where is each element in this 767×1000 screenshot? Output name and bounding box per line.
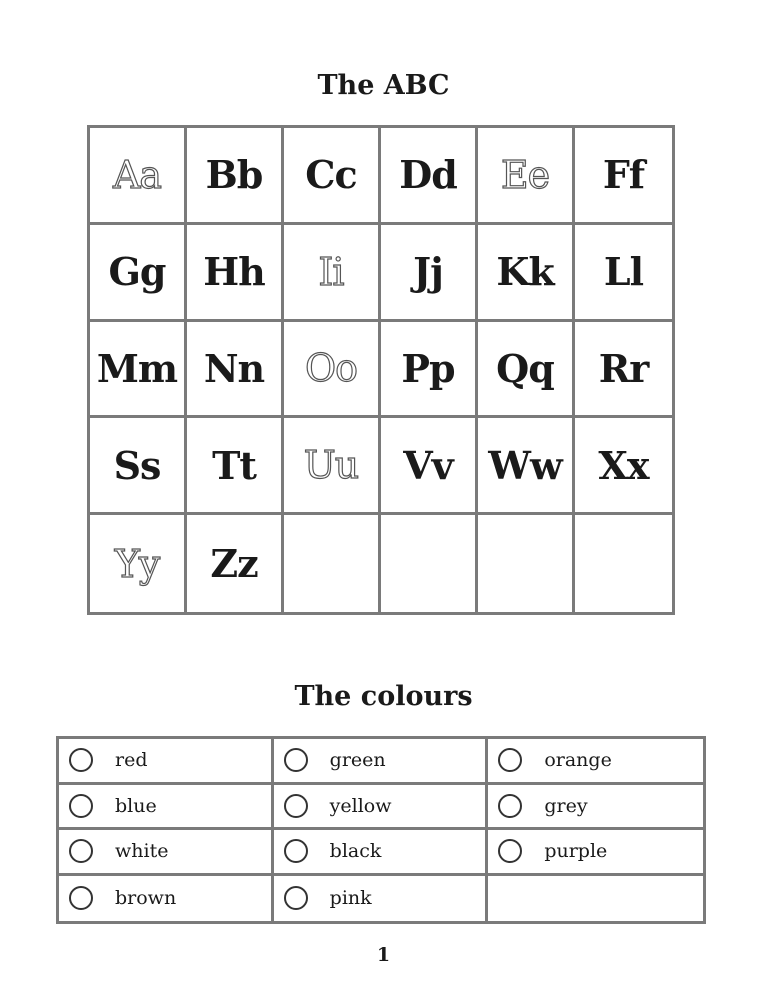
radio-circle-icon[interactable] [284, 886, 308, 910]
letter-cell: Mm [90, 322, 187, 419]
letter-cell: Ss [90, 418, 187, 515]
letter-cell: Yy [90, 515, 187, 612]
letter-cell: Kk [478, 225, 575, 322]
empty-colour-cell [488, 876, 703, 922]
letter-cell: Uu [284, 418, 381, 515]
letter-cell: Dd [381, 128, 478, 225]
empty-letter-cell [478, 515, 575, 612]
colour-label: yellow [329, 794, 392, 817]
colour-label: white [115, 840, 169, 863]
abc-section-title: The ABC [317, 70, 450, 101]
colour-option[interactable] [488, 785, 703, 831]
letter-cell: Cc [284, 128, 381, 225]
colour-label: green [329, 749, 386, 772]
colours-table [56, 736, 706, 924]
letter-cell: Ii [284, 225, 381, 322]
letter-cell: Xx [575, 418, 672, 515]
colour-option[interactable] [488, 739, 703, 785]
radio-circle-icon[interactable] [284, 748, 308, 772]
letter-cell: Rr [575, 322, 672, 419]
colour-option[interactable] [274, 785, 489, 831]
colour-label: purple [544, 840, 608, 863]
letter-cell: Zz [187, 515, 284, 612]
colour-option[interactable] [488, 830, 703, 876]
empty-letter-cell [575, 515, 672, 612]
radio-circle-icon[interactable] [69, 886, 93, 910]
colour-option[interactable] [59, 830, 274, 876]
letter-cell: Nn [187, 322, 284, 419]
colour-option[interactable] [59, 785, 274, 831]
letter-cell: Vv [381, 418, 478, 515]
colour-label: orange [544, 749, 612, 772]
letter-cell: Hh [187, 225, 284, 322]
colour-label: pink [329, 887, 372, 910]
radio-circle-icon[interactable] [284, 794, 308, 818]
letter-cell: Jj [381, 225, 478, 322]
letter-cell: Ee [478, 128, 575, 225]
empty-letter-cell [381, 515, 478, 612]
radio-circle-icon[interactable] [284, 839, 308, 863]
letter-cell: Aa [90, 128, 187, 225]
colour-option[interactable] [274, 876, 489, 922]
colour-option[interactable] [59, 876, 274, 922]
radio-circle-icon[interactable] [69, 839, 93, 863]
alphabet-grid [87, 125, 675, 615]
colour-label: black [329, 840, 382, 863]
radio-circle-icon[interactable] [69, 794, 93, 818]
letter-cell: Ff [575, 128, 672, 225]
colour-label: grey [544, 794, 588, 817]
letter-cell: Ll [575, 225, 672, 322]
radio-circle-icon[interactable] [498, 748, 522, 772]
page-number: 1 [376, 944, 391, 966]
radio-circle-icon[interactable] [69, 748, 93, 772]
colour-option[interactable] [274, 739, 489, 785]
letter-cell: Bb [187, 128, 284, 225]
empty-letter-cell [284, 515, 381, 612]
letter-cell: Pp [381, 322, 478, 419]
colour-label: blue [115, 794, 157, 817]
colour-option[interactable] [59, 739, 274, 785]
letter-cell: Oo [284, 322, 381, 419]
colour-label: brown [115, 887, 177, 910]
letter-cell: Tt [187, 418, 284, 515]
letter-cell: Ww [478, 418, 575, 515]
colour-option[interactable] [274, 830, 489, 876]
letter-cell: Gg [90, 225, 187, 322]
colour-label: red [115, 749, 148, 772]
radio-circle-icon[interactable] [498, 794, 522, 818]
letter-cell: Qq [478, 322, 575, 419]
colours-section-title: The colours [294, 681, 473, 712]
radio-circle-icon[interactable] [498, 839, 522, 863]
